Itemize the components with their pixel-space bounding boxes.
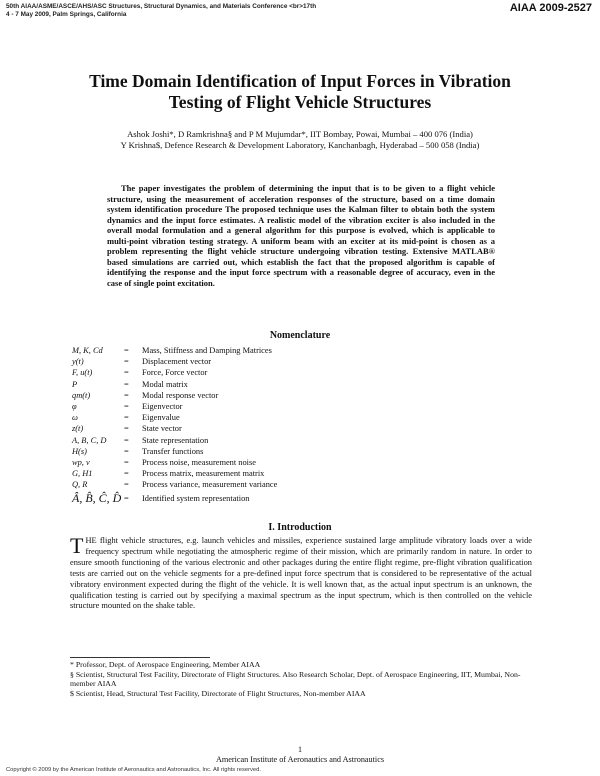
abstract: The paper investigates the problem of determining the input that is to be given to a flight vehicle structure, using the measurement of acceleration responses of the structure, based on a time domain system identification procedure The proposed technique uses the Kalman filter to obtain both the system dynamics and the input force estimates. A realistic model of the vibration exciter is also included in the overall modal formulation and a general algorithm for this purpose is evolved, which is applicable to multi-point vibration testing strategy. A uniform beam with an exciter at its mid-point is chosen as a problem representing the flight vehicle structure undergoing vibration testing. Extensive MATLAB® based simulations are carried out, which establish the fact that the proposed algorithm is capable of identifying the response and the input force spectrum with a reasonable degree of accuracy, even in the case of single point excitation. [107, 183, 495, 288]
nomenclature-row [72, 356, 277, 367]
footnote: * Professor, Dept. of Aerospace Engineering, Member AIAA [70, 660, 261, 669]
nomenclature-row [72, 468, 277, 479]
definition: Modal matrix [142, 379, 188, 389]
nomenclature-row [72, 479, 277, 490]
authors-line-2: Y Krishna$, Defence Research & Development Laboratory, Kanchanbagh, Hyderabad – 500 058 (India) [120, 140, 480, 150]
copyright-notice: Copyright © 2009 by the American Institute of Aeronautics and Astronautics, Inc. All rights reserved. [6, 767, 261, 773]
equals-sign: = [124, 368, 129, 378]
footnotes [70, 660, 532, 698]
definition: Process matrix, measurement matrix [142, 469, 265, 479]
definition: Process variance, measurement variance [142, 480, 278, 490]
authors-line-1: Ashok Joshi*, D Ramkrishna§ and P M Mujumdar*, IIT Bombay, Powai, Mumbai – 400 076 (India) [127, 129, 473, 139]
nomenclature-heading: Nomenclature [269, 330, 331, 341]
conference-line-1: 50th AIAA/ASME/ASCE/AHS/ASC Structures, Structural Dynamics, and Materials Conference <br>17th [6, 3, 317, 10]
symbol: ω [72, 413, 78, 423]
definition: Eigenvalue [142, 413, 180, 423]
symbol: M, K, Cd [72, 346, 103, 355]
nomenclature-row [72, 490, 277, 507]
equals-sign: = [124, 357, 129, 367]
footnote-divider [70, 657, 210, 658]
nomenclature-row [72, 379, 277, 390]
author-block [40, 129, 560, 151]
equals-sign: = [124, 424, 129, 434]
equals-sign: = [124, 413, 129, 423]
equals-sign: = [124, 469, 129, 479]
conference-line-2: 4 - 7 May 2009, Palm Springs, California [6, 11, 127, 18]
symbol: H(s) [72, 446, 87, 456]
equals-sign: = [124, 346, 129, 355]
title-line-1: Time Domain Identification of Input Forces in Vibration [89, 71, 511, 91]
definition: Eigenvector [142, 401, 183, 411]
footnote: § Scientist, Structural Test Facility, Directorate of Flight Structures. Also Research Scholar, Dept. of Aerospace Engineering, IIT, Mumbai, Non-member AIAA [70, 669, 521, 689]
nomenclature-row [72, 412, 277, 423]
symbol: φ [72, 401, 77, 411]
symbol: qm(t) [72, 390, 91, 400]
definition: Force, Force vector [142, 368, 208, 378]
publisher-footer: American Institute of Aeronautics and Astronautics [215, 755, 385, 764]
equals-sign: = [124, 494, 129, 504]
symbol: y(t) [72, 357, 84, 367]
paper-title [40, 71, 560, 113]
footnote: $ Scientist, Head, Structural Test Facility, Directorate of Flight Structures, Non-member AIAA [70, 688, 366, 698]
introduction-paragraph [70, 533, 532, 612]
equals-sign: = [124, 390, 129, 400]
definition: State representation [142, 435, 209, 445]
equals-sign: = [124, 379, 129, 389]
conference-header [6, 3, 316, 19]
symbol: G, H1 [72, 469, 93, 479]
definition: State vector [142, 424, 182, 434]
equals-sign: = [124, 457, 129, 467]
page-number: 1 [298, 745, 302, 754]
introduction-text: HE flight vehicle structures, e.g. launch vehicles and missiles, experience sustained large amplitude vibratory loads over a wide frequency spectrum while negotiating the atmospheric regime of their mission, which are primarily random in nature. In order to ensure smooth functioning of the various electronic and other packages during the entire flight regime, pre-flight vibration qualification tests are carried out on the vehicle segments for a pre-defined input force spectrum that is considered to be representative of the actual vibratory environment expected during the flight of the vehicle. It is well known that, as the actual input spectrum is an unknown, the qualification testing is carried out by specifying a maximal spectrum as the input spectrum, which is then controlled on the vehicle structure mounted on the shake table. [70, 536, 532, 611]
symbol: P [72, 379, 78, 389]
equals-sign: = [124, 435, 129, 445]
nomenclature-row [72, 423, 277, 434]
introduction-heading: I. Introduction [268, 522, 332, 533]
nomenclature-row [72, 367, 277, 378]
definition: Mass, Stiffness and Damping Matrices [142, 346, 272, 355]
definition: Identified system representation [142, 494, 250, 504]
paper-id: AIAA 2009-2527 [509, 2, 592, 14]
symbol: wp, v [72, 457, 90, 467]
nomenclature-row [72, 345, 277, 356]
equals-sign: = [124, 480, 129, 490]
symbol: A, B, C, D [72, 435, 107, 445]
definition: Modal response vector [142, 390, 219, 400]
equals-sign: = [124, 401, 129, 411]
symbol: Â, B̂, Ĉ, D̂ [72, 491, 122, 506]
definition: Displacement vector [142, 357, 212, 367]
definition: Transfer functions [142, 446, 204, 456]
nomenclature-row [72, 446, 277, 457]
nomenclature-list [72, 345, 277, 507]
nomenclature-row [72, 390, 277, 401]
definition: Process noise, measurement noise [142, 457, 256, 467]
symbol: z(t) [72, 424, 84, 434]
title-line-2: Testing of Flight Vehicle Structures [168, 92, 432, 112]
symbol: F, u(t) [72, 368, 93, 378]
nomenclature-row [72, 435, 277, 446]
equals-sign: = [124, 446, 129, 456]
symbol: Q, R [72, 480, 88, 490]
nomenclature-row [72, 401, 277, 412]
nomenclature-row [72, 457, 277, 468]
drop-cap: T [70, 533, 84, 558]
